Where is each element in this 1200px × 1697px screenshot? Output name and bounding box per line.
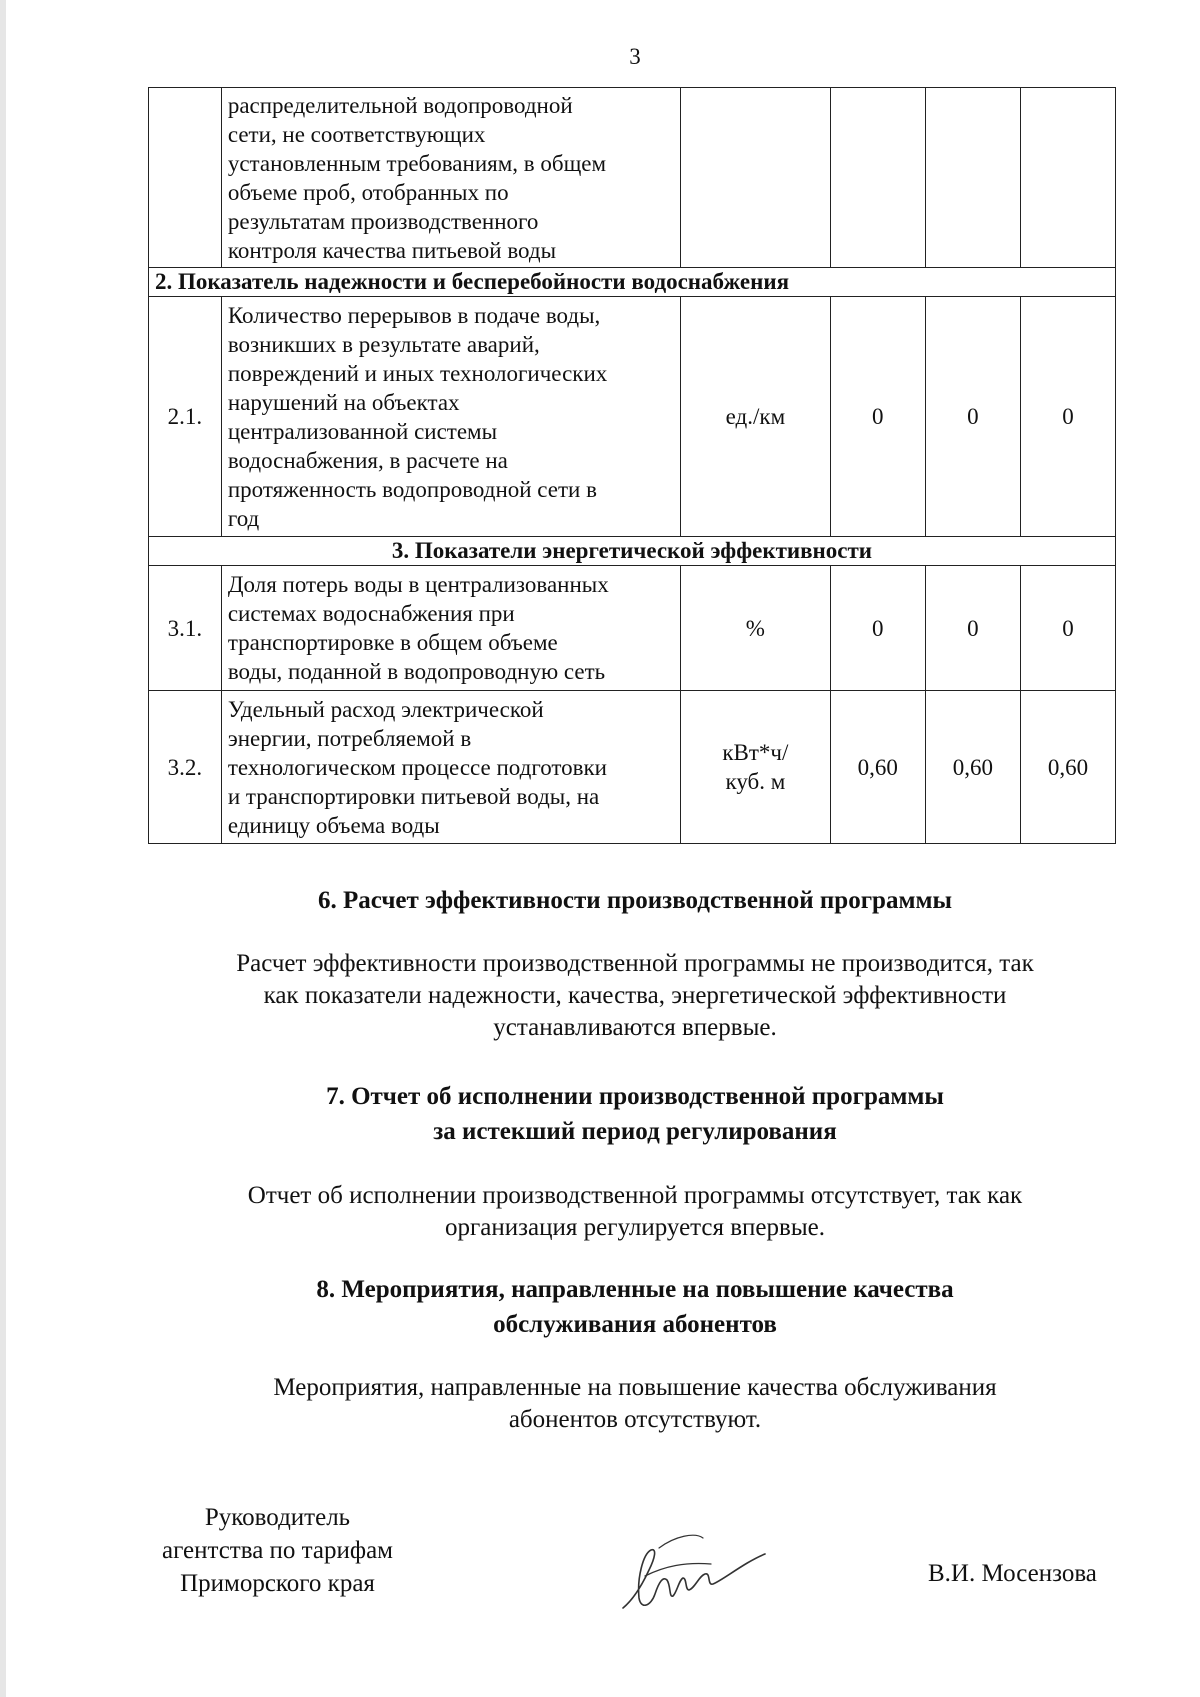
- value-cell: [925, 88, 1020, 268]
- section-row: [149, 268, 1116, 297]
- indicator-name: [221, 691, 680, 844]
- text-line: как показатели надежности, качества, энергетической эффективности: [263, 982, 1007, 1009]
- section8-heading: [150, 1272, 1120, 1342]
- value-cell: [830, 88, 925, 268]
- text-line: объеме проб, отобранных по: [227, 179, 509, 205]
- section-title: 3. Показатели энергетической эффективности: [149, 537, 1116, 566]
- text-line: установленным требованиям, в общем: [227, 150, 607, 176]
- row-number: 3.1.: [149, 566, 222, 691]
- section8-text: [150, 1372, 1120, 1436]
- section6-heading: 6. Расчет эффективности производственной программы: [317, 887, 953, 914]
- table-row: [149, 566, 1116, 691]
- signatory-name: В.И. Мосензова: [928, 1560, 1097, 1587]
- table-row: [149, 691, 1116, 844]
- text-line: организация регулируется впервые.: [445, 1214, 825, 1241]
- indicator-name: [221, 88, 680, 268]
- text-line: Мероприятия, направленные на повышение качества обслуживания: [273, 1374, 997, 1401]
- text-line: агентства по тарифам: [161, 1537, 394, 1564]
- text-line: возникших в результате аварий,: [227, 331, 540, 357]
- value-cell: [1020, 88, 1115, 268]
- text-line: энергии, потребляемой в: [227, 725, 472, 751]
- page-number: 3: [629, 44, 641, 69]
- heading-line: 7. Отчет об исполнении производственной программы: [326, 1083, 944, 1110]
- value-cell: 0: [1020, 566, 1115, 691]
- unit-cell: [681, 691, 831, 844]
- heading-line: 8. Мероприятия, направленные на повышение качества: [316, 1276, 954, 1303]
- text-line: нарушений на объектах: [227, 389, 460, 415]
- text-line: технологическом процессе подготовки: [227, 754, 607, 780]
- value-cell: 0: [925, 566, 1020, 691]
- value-cell: 0,60: [1020, 691, 1115, 844]
- text-line: водоснабжения, в расчете на: [227, 447, 508, 473]
- text-line: Количество перерывов в подаче воды,: [227, 302, 601, 328]
- section7-text: [150, 1180, 1120, 1244]
- value-cell: 0,60: [925, 691, 1020, 844]
- text-line: и транспортировки питьевой воды, на: [227, 783, 600, 809]
- row-number: 2.1.: [149, 297, 222, 537]
- unit-line: кВт*ч/: [722, 740, 789, 765]
- indicators-table: [148, 87, 1116, 844]
- text-line: транспортировке в общем объеме: [227, 630, 558, 655]
- heading-line: обслуживания абонентов: [493, 1311, 777, 1338]
- text-line: результатам производственного: [227, 208, 539, 234]
- text-line: год: [227, 505, 260, 531]
- text-line: распределительной водопроводной: [227, 92, 573, 118]
- text-line: устанавливаются впервые.: [493, 1014, 777, 1041]
- value-cell: 0: [1020, 297, 1115, 537]
- value-cell: 0: [925, 297, 1020, 537]
- row-number: [149, 88, 222, 268]
- table-row: [149, 88, 1116, 268]
- text-line: Удельный расход электрической: [227, 696, 544, 722]
- value-cell: 0,60: [830, 691, 925, 844]
- section7-heading: [150, 1079, 1120, 1149]
- unit-cell: %: [681, 566, 831, 691]
- section-title: 2. Показатель надежности и бесперебойности водоснабжения: [149, 268, 1116, 297]
- text-line: системах водоснабжения при: [227, 601, 515, 626]
- scan-edge: [0, 0, 6, 1697]
- row-number: 3.2.: [149, 691, 222, 844]
- text-line: Расчет эффективности производственной программы не производится, так: [236, 950, 1034, 977]
- unit-cell: [681, 88, 831, 268]
- unit-cell: ед./км: [681, 297, 831, 537]
- text-line: контроля качества питьевой воды: [227, 237, 557, 263]
- heading-line: за истекший период регулирования: [433, 1118, 837, 1145]
- text-line: единицу объема воды: [227, 812, 440, 838]
- value-cell: 0: [830, 566, 925, 691]
- text-line: Отчет об исполнении производственной программы отсутствует, так как: [247, 1182, 1023, 1209]
- unit-line: куб. м: [725, 769, 786, 794]
- text-line: абонентов отсутствуют.: [508, 1406, 762, 1433]
- text-line: сети, не соответствующих: [227, 121, 486, 147]
- indicator-name: [221, 566, 680, 691]
- section6-text: [150, 948, 1120, 1044]
- indicator-name: [221, 297, 680, 537]
- text-line: Приморского края: [180, 1570, 375, 1597]
- signatory-title: [145, 1501, 410, 1600]
- table-row: [149, 297, 1116, 537]
- text-line: Доля потерь воды в централизованных: [227, 572, 609, 597]
- text-line: воды, поданной в водопроводную сеть: [227, 659, 606, 684]
- text-line: Руководитель: [204, 1504, 351, 1531]
- section-row: [149, 537, 1116, 566]
- handwritten-signature: [615, 1528, 775, 1618]
- text-line: повреждений и иных технологических: [227, 360, 608, 386]
- value-cell: 0: [830, 297, 925, 537]
- text-line: централизованной системы: [227, 418, 498, 444]
- text-line: протяженность водопроводной сети в: [227, 476, 597, 502]
